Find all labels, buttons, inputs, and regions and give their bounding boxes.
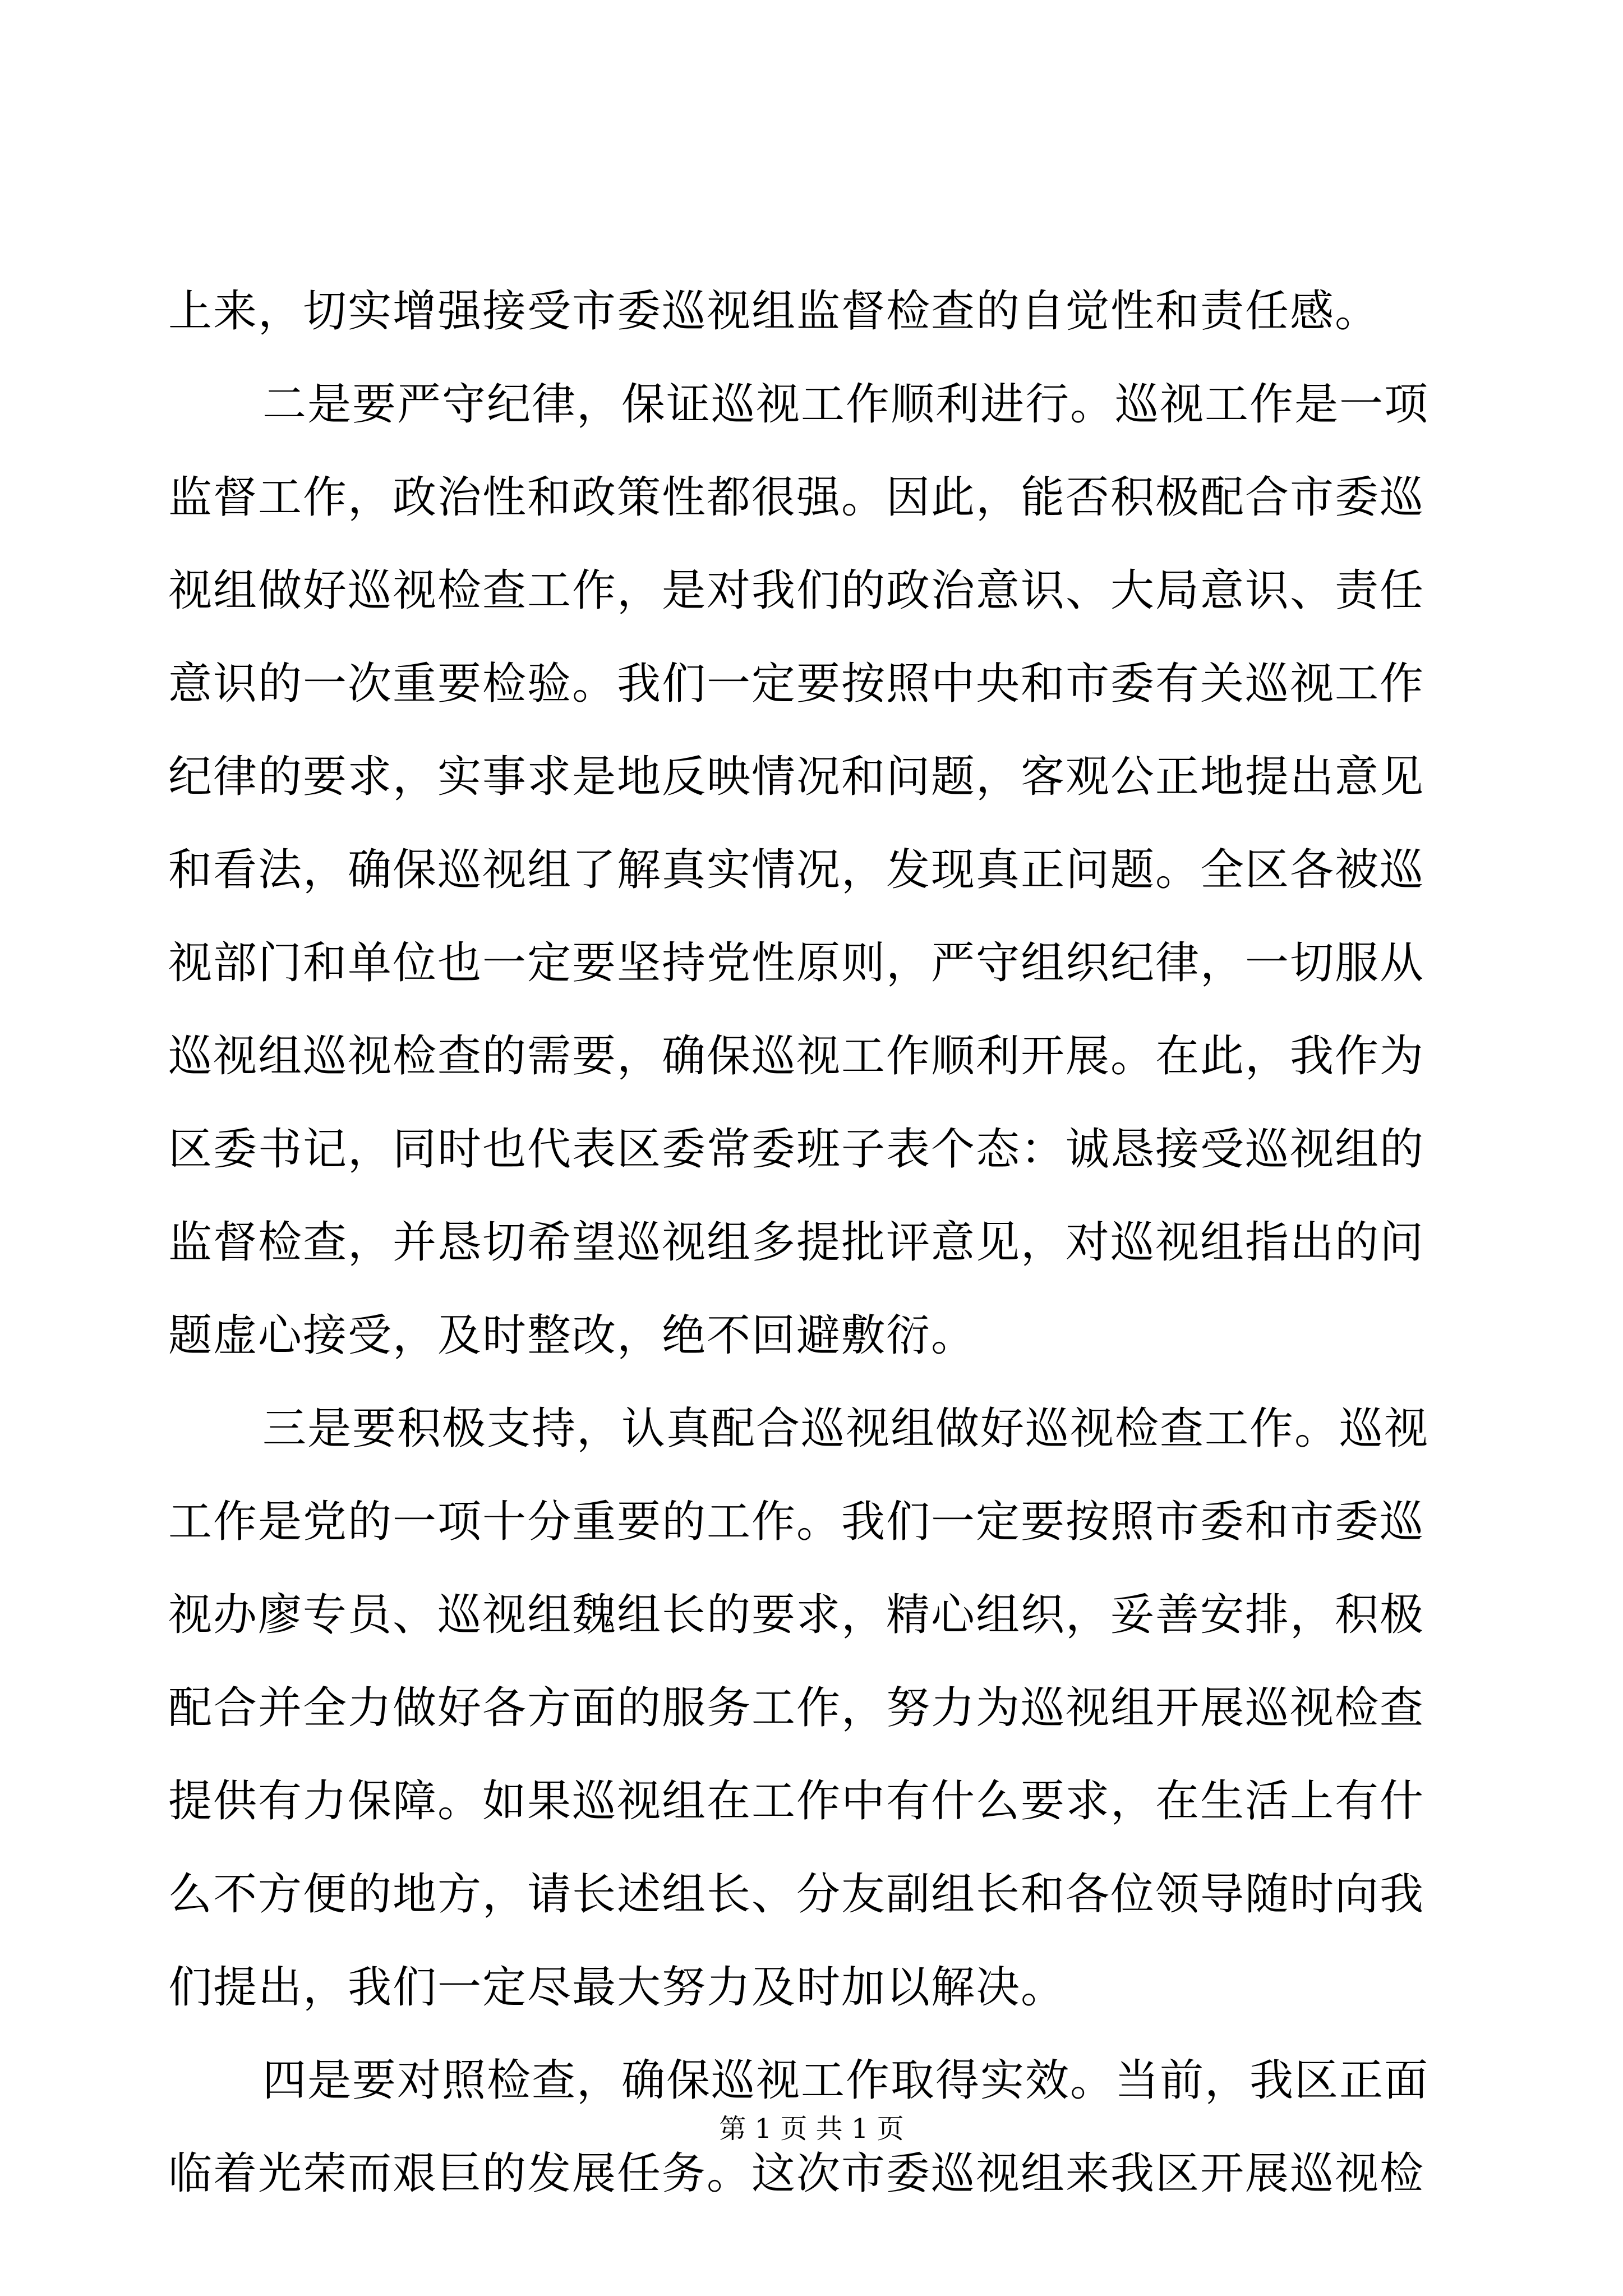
text-line: 们提出，我们一定尽最大努力及时加以解决。: [168, 1962, 1066, 2013]
text-line: 工作是党的一项十分重要的工作。我们一定要按照市委和市委巡: [168, 1497, 1425, 1547]
text-line: 临着光荣而艰巨的发展任务。这次市委巡视组来我区开展巡视检: [168, 2148, 1425, 2199]
text-line: 监督检查，并恳切希望巡视组多提批评意见，对巡视组指出的问: [168, 1217, 1425, 1268]
text-line: 和看法，确保巡视组了解真实情况，发现真正问题。全区各被巡: [168, 845, 1425, 895]
text-line: 提供有力保障。如果巡视组在工作中有什么要求，在生活上有什: [168, 1776, 1425, 1826]
text-line: 配合并全力做好各方面的服务工作，努力为巡视组开展巡视检查: [168, 1683, 1425, 1733]
text-line: 视部门和单位也一定要坚持党性原则，严守组织纪律，一切服从: [168, 938, 1425, 988]
text-line: 视组做好巡视检查工作，是对我们的政治意识、大局意识、责任: [168, 565, 1425, 616]
text-line: 题虚心接受，及时整改，绝不回避敷衍。: [168, 1310, 976, 1361]
text-line: 二是要严守纪律，保证巡视工作顺利进行。巡视工作是一项: [262, 379, 1430, 430]
text-line: 巡视组巡视检查的需要，确保巡视工作顺利开展。在此，我作为: [168, 1031, 1425, 1082]
text-line: 意识的一次重要检验。我们一定要按照中央和市委有关巡视工作: [168, 659, 1425, 709]
text-line: 么不方便的地方，请长述组长、分友副组长和各位领导随时向我: [168, 1869, 1425, 1920]
page-footer: 第 1 页 共 1 页: [719, 2113, 904, 2145]
text-line: 视办廖专员、巡视组魏组长的要求，精心组织，妥善安排，积极: [168, 1590, 1425, 1640]
text-line: 四是要对照检查，确保巡视工作取得实效。当前，我区正面: [262, 2055, 1430, 2106]
text-line: 上来，切实增强接受市委巡视组监督检查的自觉性和责任感。: [168, 286, 1380, 337]
text-line: 区委书记，同时也代表区委常委班子表个态：诚恳接受巡视组的: [168, 1124, 1425, 1175]
text-line: 监督工作，政治性和政策性都很强。因此，能否积极配合市委巡: [168, 472, 1425, 523]
text-line: 纪律的要求，实事求是地反映情况和问题，客观公正地提出意见: [168, 752, 1425, 802]
text-line: 三是要积极支持，认真配合巡视组做好巡视检查工作。巡视: [262, 1404, 1430, 1454]
